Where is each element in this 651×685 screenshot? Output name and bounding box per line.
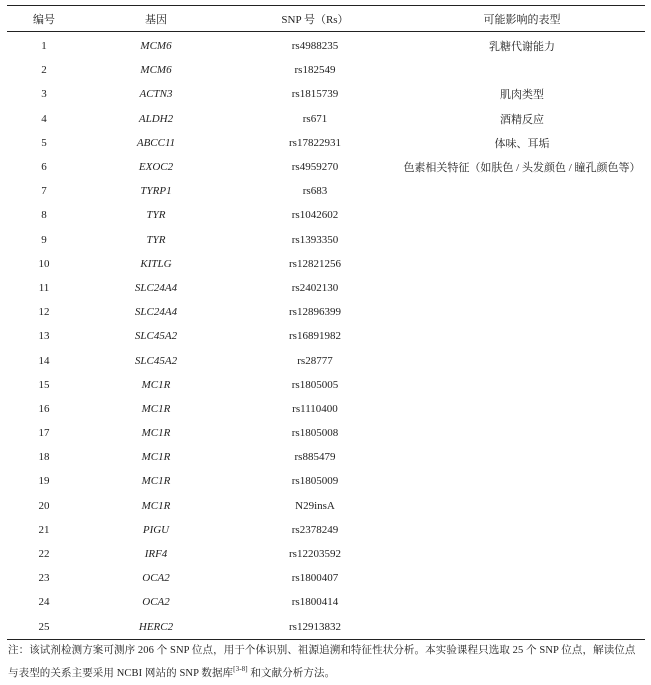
cell-gene: EXOC2 bbox=[138, 161, 174, 174]
cell-gene: SLC45A2 bbox=[134, 330, 178, 343]
header-snp: SNP 号（Rs） bbox=[231, 6, 399, 32]
table-body bbox=[7, 32, 645, 640]
cell-snp: rs1393350 bbox=[291, 233, 339, 246]
header-number: 编号 bbox=[7, 6, 81, 32]
cell-snp: rs1805009 bbox=[291, 475, 339, 488]
cell-phenotype: 酒精反应 bbox=[500, 113, 544, 126]
table-row bbox=[7, 542, 645, 566]
cell-number: 19 bbox=[38, 475, 50, 488]
cell-snp: rs683 bbox=[302, 185, 328, 198]
cell-snp: rs1805008 bbox=[291, 427, 339, 440]
cell-number: 2 bbox=[41, 64, 47, 77]
cell-snp: N29insA bbox=[295, 499, 335, 512]
table-row bbox=[7, 300, 645, 324]
cell-gene: MC1R bbox=[141, 475, 171, 488]
cell-gene: PIGU bbox=[142, 523, 170, 536]
cell-gene: MC1R bbox=[141, 451, 171, 464]
cell-number: 24 bbox=[38, 596, 50, 609]
cell-number: 4 bbox=[41, 112, 47, 125]
cell-gene: SLC45A2 bbox=[134, 354, 178, 367]
cell-number: 9 bbox=[41, 233, 47, 246]
cell-phenotype bbox=[399, 469, 645, 493]
cell-number: 6 bbox=[41, 161, 47, 174]
table-footnote bbox=[8, 641, 644, 683]
cell-snp: rs28777 bbox=[297, 354, 333, 367]
cell-phenotype bbox=[399, 518, 645, 542]
cell-snp: rs885479 bbox=[294, 451, 336, 464]
cell-gene: SLC24A4 bbox=[134, 306, 178, 319]
table-row bbox=[7, 58, 645, 82]
cell-snp: rs12203592 bbox=[289, 548, 341, 561]
table-row bbox=[7, 397, 645, 421]
cell-snp: rs671 bbox=[302, 112, 328, 125]
cell-phenotype bbox=[399, 445, 645, 469]
cell-gene: OCA2 bbox=[142, 572, 170, 585]
table-row bbox=[7, 421, 645, 445]
cell-number: 15 bbox=[38, 378, 50, 391]
cell-phenotype bbox=[399, 590, 645, 614]
cell-gene: ABCC11 bbox=[136, 136, 176, 149]
header-gene: 基因 bbox=[81, 6, 231, 32]
cell-gene: IRF4 bbox=[144, 548, 168, 561]
cell-gene: MC1R bbox=[141, 499, 171, 512]
table-row bbox=[7, 203, 645, 227]
cell-snp: rs17822931 bbox=[289, 136, 341, 149]
cell-number: 11 bbox=[38, 281, 50, 294]
cell-gene: MCM6 bbox=[140, 40, 172, 53]
cell-gene: KITLG bbox=[140, 257, 172, 270]
cell-phenotype bbox=[399, 421, 645, 445]
cell-number: 18 bbox=[38, 451, 50, 464]
cell-gene: TYR bbox=[146, 209, 166, 222]
cell-phenotype bbox=[399, 566, 645, 590]
table-row bbox=[7, 228, 645, 252]
cell-snp: rs12896399 bbox=[289, 306, 341, 319]
table-row bbox=[7, 348, 645, 372]
table-row bbox=[7, 179, 645, 203]
cell-snp: rs1800414 bbox=[291, 596, 339, 609]
cell-snp: rs1815739 bbox=[291, 88, 339, 101]
cell-phenotype: 色素相关特征（如肤色 / 头发颜色 / 瞳孔颜色等） bbox=[403, 162, 641, 175]
cell-gene: ALDH2 bbox=[138, 112, 174, 125]
cell-number: 23 bbox=[38, 572, 50, 585]
table-row bbox=[7, 155, 645, 179]
table-row bbox=[7, 252, 645, 276]
cell-number: 16 bbox=[38, 402, 50, 415]
cell-snp: rs4959270 bbox=[291, 161, 339, 174]
cell-phenotype bbox=[399, 615, 645, 640]
table-row bbox=[7, 518, 645, 542]
cell-snp: rs12821256 bbox=[289, 257, 341, 270]
cell-snp: rs1800407 bbox=[291, 572, 339, 585]
cell-number: 10 bbox=[38, 257, 50, 270]
table-row bbox=[7, 615, 645, 640]
cell-phenotype: 体味、耳垢 bbox=[494, 137, 550, 150]
cell-phenotype bbox=[399, 542, 645, 566]
cell-snp: rs1805005 bbox=[291, 378, 339, 391]
cell-phenotype: 肌肉类型 bbox=[500, 89, 544, 102]
cell-number: 17 bbox=[38, 427, 50, 440]
table-row bbox=[7, 131, 645, 155]
cell-number: 5 bbox=[41, 136, 47, 149]
cell-gene: SLC24A4 bbox=[134, 281, 178, 294]
cell-phenotype bbox=[399, 373, 645, 397]
footnote-citation: [3-8] bbox=[233, 665, 248, 673]
cell-number: 21 bbox=[38, 523, 50, 536]
cell-phenotype bbox=[399, 228, 645, 252]
cell-phenotype bbox=[399, 276, 645, 300]
footnote-text-after: 和文献分析方法。 bbox=[247, 668, 336, 679]
cell-number: 8 bbox=[41, 209, 47, 222]
table-row bbox=[7, 494, 645, 518]
table-row bbox=[7, 566, 645, 590]
cell-snp: rs12913832 bbox=[231, 615, 399, 640]
cell-gene: MCM6 bbox=[140, 64, 172, 77]
cell-snp: rs16891982 bbox=[289, 330, 341, 343]
cell-number: 25 bbox=[7, 615, 81, 640]
cell-phenotype bbox=[399, 252, 645, 276]
cell-phenotype bbox=[399, 397, 645, 421]
cell-snp: rs2402130 bbox=[291, 281, 339, 294]
cell-number: 22 bbox=[38, 548, 50, 561]
table-row bbox=[7, 373, 645, 397]
table-row bbox=[7, 469, 645, 493]
cell-gene: TYRP1 bbox=[140, 185, 172, 198]
cell-phenotype bbox=[399, 494, 645, 518]
cell-phenotype bbox=[399, 324, 645, 348]
cell-number: 13 bbox=[38, 330, 50, 343]
cell-gene: MC1R bbox=[141, 378, 171, 391]
cell-phenotype bbox=[399, 203, 645, 227]
table-row bbox=[7, 82, 645, 106]
cell-number: 7 bbox=[41, 185, 47, 198]
cell-snp: rs1042602 bbox=[291, 209, 339, 222]
cell-phenotype bbox=[399, 58, 645, 82]
cell-gene: TYR bbox=[146, 233, 166, 246]
cell-gene: MC1R bbox=[141, 402, 171, 415]
cell-number: 3 bbox=[41, 88, 47, 101]
table-row bbox=[7, 107, 645, 131]
table-row bbox=[7, 276, 645, 300]
cell-snp: rs4988235 bbox=[291, 40, 339, 53]
table-header-row bbox=[7, 6, 645, 32]
table-row bbox=[7, 445, 645, 469]
table-row bbox=[7, 324, 645, 348]
cell-gene: OCA2 bbox=[142, 596, 170, 609]
cell-phenotype: 乳糖代谢能力 bbox=[489, 41, 555, 54]
table-row bbox=[7, 32, 645, 59]
cell-gene: HERC2 bbox=[81, 615, 231, 640]
cell-number: 1 bbox=[41, 40, 47, 53]
table-row bbox=[7, 590, 645, 614]
cell-number: 20 bbox=[38, 499, 50, 512]
cell-gene: MC1R bbox=[141, 427, 171, 440]
header-phenotype: 可能影响的表型 bbox=[399, 6, 645, 32]
cell-snp: rs1110400 bbox=[292, 402, 338, 415]
cell-snp: rs182549 bbox=[294, 64, 336, 77]
cell-phenotype bbox=[399, 179, 645, 203]
cell-snp: rs2378249 bbox=[291, 523, 339, 536]
cell-number: 14 bbox=[38, 354, 50, 367]
cell-phenotype bbox=[399, 300, 645, 324]
cell-number: 12 bbox=[38, 306, 50, 319]
cell-gene: ACTN3 bbox=[139, 88, 173, 101]
snp-table bbox=[7, 5, 645, 640]
footnote-text-before: 注：该试剂检测方案可测序 206 个 SNP 位点，用于个体识别、祖源追溯和特征性状分析。本实验课程只选取 25 个 SNP 位点，解读位点与表型的关系主要采用 NCBI 网站的 SNP 数据库 bbox=[8, 645, 636, 679]
cell-phenotype bbox=[399, 348, 645, 372]
